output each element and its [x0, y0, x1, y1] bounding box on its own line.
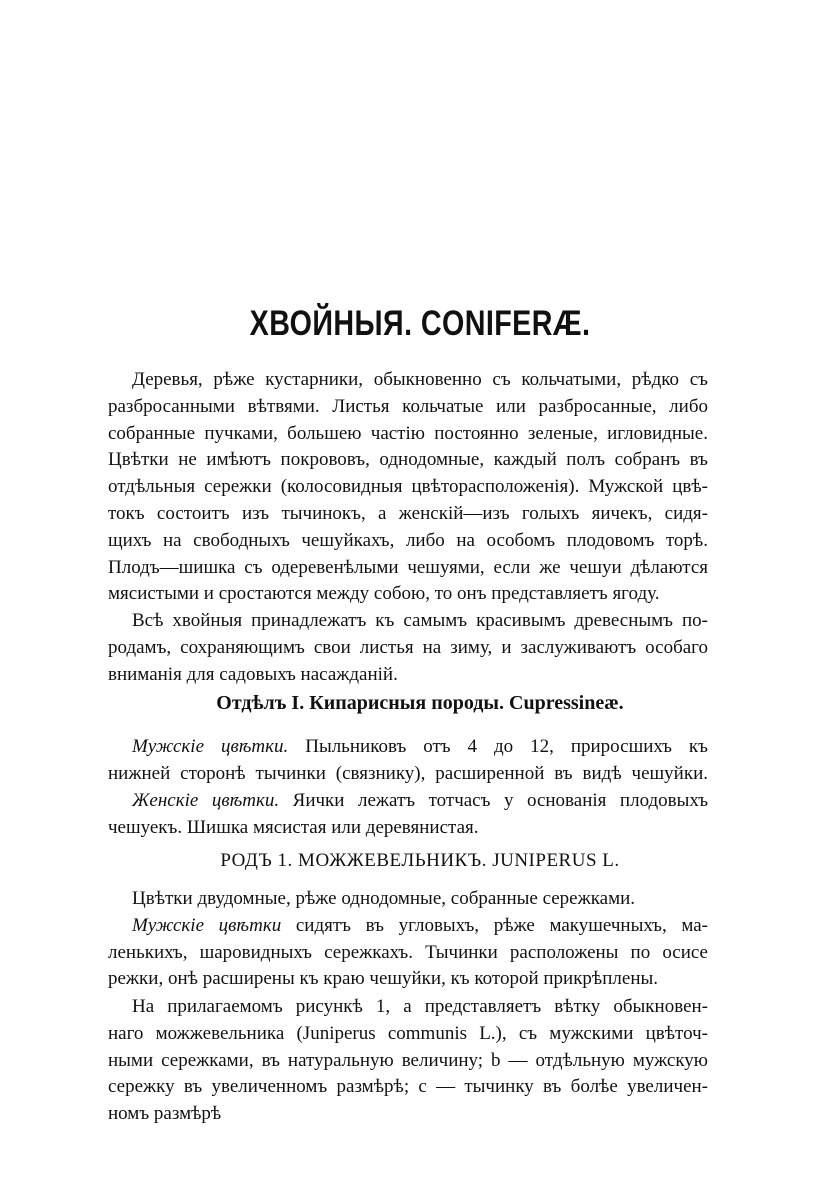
text-line: родамъ, сохраняющимъ свои листья на зиму, и заслуживаютъ особаго — [108, 636, 708, 658]
genus-male-label: Мужскіе цвѣтки — [132, 914, 282, 936]
text-line: отдѣльныя сережки (колосовидныя цвѣторасположенія). Мужской цвѣ- — [108, 476, 708, 498]
text-line: собранные пучками, большею частію постоянно зеленые, игловидные. — [108, 422, 708, 444]
text-line: режки, онѣ расширены къ краю чешуйки, къ которой прикрѣплены. — [108, 968, 659, 990]
male-flowers-text: Пыльниковъ отъ 4 до 12, приросшихъ къ — [305, 736, 708, 757]
text-line: вниманія для садовыхъ насажданій. — [108, 663, 398, 685]
text-line: наго можжевельника (Juniperus communis L.), съ мужскими цвѣточ- — [108, 1022, 708, 1044]
genus-heading: РОДЪ 1. МОЖЖЕВЕЛЬНИКЪ. JUNIPERUS L. — [220, 850, 620, 871]
male-flowers-label: Мужскіе цвѣтки. — [132, 736, 289, 757]
text-line: нижней сторонѣ тычинки (связнику), расширенной въ видѣ чешуйки. — [108, 762, 708, 784]
intro-paragraph-1 — [108, 367, 708, 608]
text-line: чешуекъ. Шишка мясистая или деревянистая. — [108, 816, 479, 838]
figure-description — [108, 994, 708, 1128]
genus-description — [108, 886, 708, 993]
text-line: токъ состоитъ изъ тычинокъ, а женскій—изъ голыхъ яичекъ, сидя- — [108, 502, 708, 524]
page-title: ХВОЙНЫЯ. CONIFERÆ. — [249, 304, 591, 343]
female-flowers-label: Женскіе цвѣтки. — [132, 790, 280, 811]
text-line: номъ размѣрѣ — [108, 1103, 222, 1125]
text-line: щихъ на свободныхъ чешуйкахъ, либо на особомъ плодовомъ торѣ. — [108, 529, 708, 551]
text-line: Плодъ—шишка съ одеревенѣлыми чешуями, если же чешуи дѣлаются — [108, 556, 708, 578]
text-line: Цвѣтки не имѣютъ покрововъ, однодомные, каждый полъ собранъ въ — [108, 449, 708, 471]
text-line — [108, 788, 708, 815]
section-female-flowers — [108, 788, 708, 842]
text-line: ными сережками, въ натуральную величину; b — отдѣльную мужскую — [108, 1049, 708, 1071]
section-heading: Отдѣлъ I. Кипарисныя породы. Cupressineæ. — [216, 692, 624, 714]
female-flowers-text: Яички лежатъ тотчасъ у основанія плодовыхъ — [292, 790, 709, 811]
text-line: ленькихъ, шаровидныхъ сережкахъ. Тычинки расположены по осисе — [108, 941, 708, 963]
text-line: Деревья, рѣже кустарники, обыкновенно съ кольчатыми, рѣдко съ — [132, 369, 708, 390]
text-line: Всѣ хвойныя принадлежатъ къ самымъ красивымъ древеснымъ по- — [132, 610, 708, 631]
intro-paragraph-2 — [108, 608, 708, 688]
text-line: мясистыми и сростаются между собою, то онъ представляетъ ягоду. — [108, 583, 660, 605]
text-line: На прилагаемомъ рисункѣ 1, a представляетъ вѣтку обыкновен- — [132, 996, 708, 1017]
genus-male-text: сидятъ въ угловыхъ, рѣже макушечныхъ, ма- — [295, 914, 709, 936]
section-male-flowers — [108, 734, 708, 788]
text-line — [108, 913, 708, 940]
text-line: Цвѣтки двудомные, рѣже однодомные, собранные сережками. — [132, 888, 636, 909]
text-line: сережку въ увеличенномъ размѣрѣ; c — тычинку въ болѣе увеличен- — [108, 1076, 708, 1098]
text-line — [108, 734, 708, 761]
text-line: разбросанными вѣтвями. Листья кольчатые или разбросанные, либо — [108, 395, 708, 417]
